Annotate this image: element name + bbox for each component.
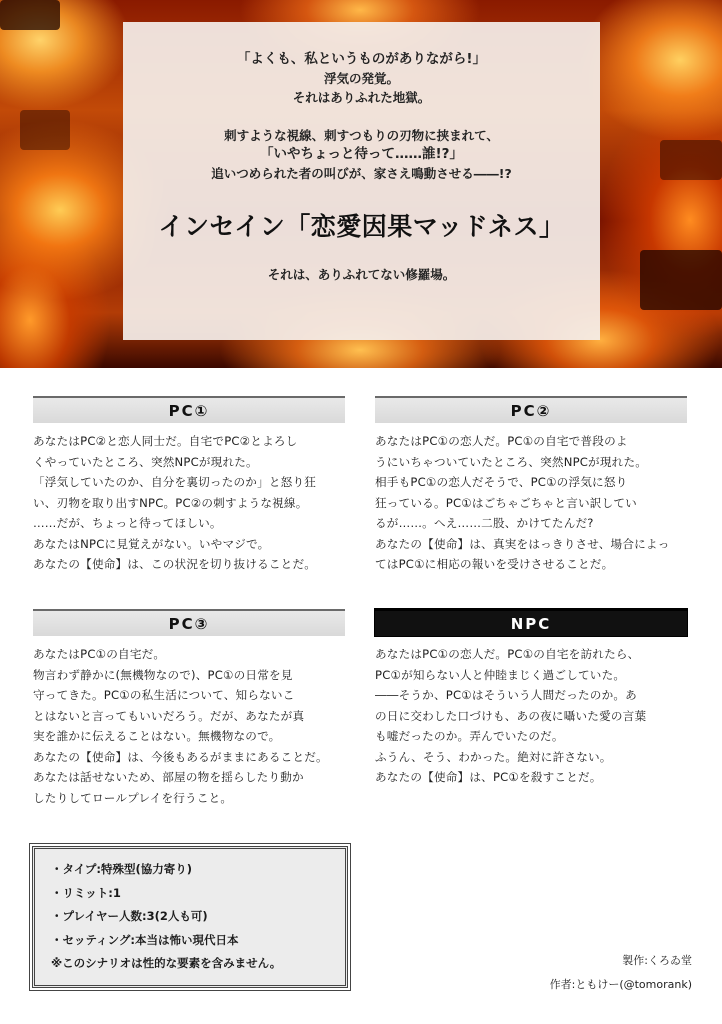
author-credit: 作者:ともけー(@tomorank) [549,978,692,991]
section-heading: NPC [375,609,687,636]
body-line: あなたはPC①の恋人だ。PC①の自宅で普段のよ [375,434,628,448]
body-line: あなたの【使命】は、PC①を殺すことだ。 [375,770,602,784]
banner-quote: 「よくも、私というものがありながら!」 [236,51,487,67]
section-body [375,431,687,575]
body-line: ……だが、ちょっと待ってほしい。 [33,516,222,530]
banner-line: 「いやちょっと待って……誰!?」 [260,146,463,162]
fire-banner [0,0,722,368]
body-line: ふうん、そう、わかった。絶対に許さない。 [375,749,612,764]
body-line: あなたは話せないため、部屋の物を揺らしたり動か [33,770,304,784]
body-line: 守ってきた。PC①の私生活について、知らないこ [33,688,295,702]
section-pc3 [33,609,345,808]
body-line: 実を誰かに伝えることはない。無機物なので。 [33,729,281,743]
section-heading: PC② [375,396,687,423]
section-heading: PC③ [33,609,345,636]
info-row: ・タイプ:特殊型(協力寄り) [51,862,193,876]
info-row: ・セッティング:本当は怖い現代日本 [51,932,239,947]
banner-line: 浮気の発覚。 [323,71,399,86]
body-line: あなたはPC②と恋人同士だ。自宅でPC②とよろし [33,434,298,448]
section-npc [375,609,687,788]
info-row: ・プレイヤー人数:3(2人も可) [51,909,208,923]
production-credit: 製作:くろゐ堂 [622,954,692,967]
banner-line: それはありふれた地獄。 [292,90,431,105]
body-line: PC①が知らない人と仲睦まじく過ごしていた。 [375,667,626,682]
body-line: い、刃物を取り出すNPC。PC②の刺すような視線。 [33,495,308,510]
section-pc1 [33,396,345,575]
banner-line: 追いつめられた者の叫びが、家さえ鳴動させる――!? [211,166,512,181]
scenario-title: インセイン「恋愛因果マッドネス」 [158,212,565,241]
body-line: 相手もPC①の恋人だそうで、PC①の浮気に怒り [375,475,628,489]
scenario-tagline: それは、ありふれてない修羅場。 [267,267,456,282]
body-line: うにいちゃついていたところ、突然NPCが現れた。 [375,454,648,469]
body-line: あなたはPC①の自宅だ。 [33,647,166,661]
info-row: ※このシナリオは性的な要素を含みません。 [51,956,282,970]
body-line: も嘘だったのか。弄んでいたのだ。 [375,729,564,743]
body-line: したりしてロールプレイを行うこと。 [33,790,233,805]
body-line: の日に交わした口づけも、あの夜に囁いた愛の言葉 [375,708,647,723]
section-body [33,431,345,575]
body-line: あなたの【使命】は、この状況を切り抜けることだ。 [33,557,317,571]
section-heading: PC① [33,396,345,423]
body-line: 物言わず静かに(無機物なので)、PC①の日常を見 [33,667,293,682]
body-line: あなたはNPCに見覚えがない。いやマジで。 [33,536,270,551]
body-line: 狂っている。PC①はごちゃごちゃと言い訳してい [375,495,637,510]
section-body [375,644,687,788]
scenario-info-box [32,846,348,988]
section-body [33,644,345,808]
body-line: あなたの【使命】は、真実をはっきりさせ、場合によっ [375,536,670,551]
body-line: てはPC①に相応の報いを受けさせることだ。 [375,557,614,571]
body-line: とはないと言ってもいいだろう。だが、あなたが真 [33,708,305,723]
body-line: あなたはPC①の恋人だ。PC①の自宅を訪れたら、 [375,647,640,661]
body-line: ――そうか、PC①はそういう人間だったのか。あ [375,688,637,702]
body-line: あなたの【使命】は、今後もあるがままにあることだ。 [33,749,328,764]
info-row: ・リミット:1 [51,885,121,900]
body-line: くやっていたところ、突然NPCが現れた。 [33,454,258,469]
banner-line: 刺すような視線、刺すつもりの刃物に挟まれて、 [224,128,499,143]
body-line: るが……。へえ……二股、かけてたんだ? [375,516,594,530]
section-pc2 [375,396,687,575]
banner-text-card [123,22,600,340]
body-line: 「浮気していたのか、自分を裏切ったのか」と怒り狂 [33,475,317,489]
